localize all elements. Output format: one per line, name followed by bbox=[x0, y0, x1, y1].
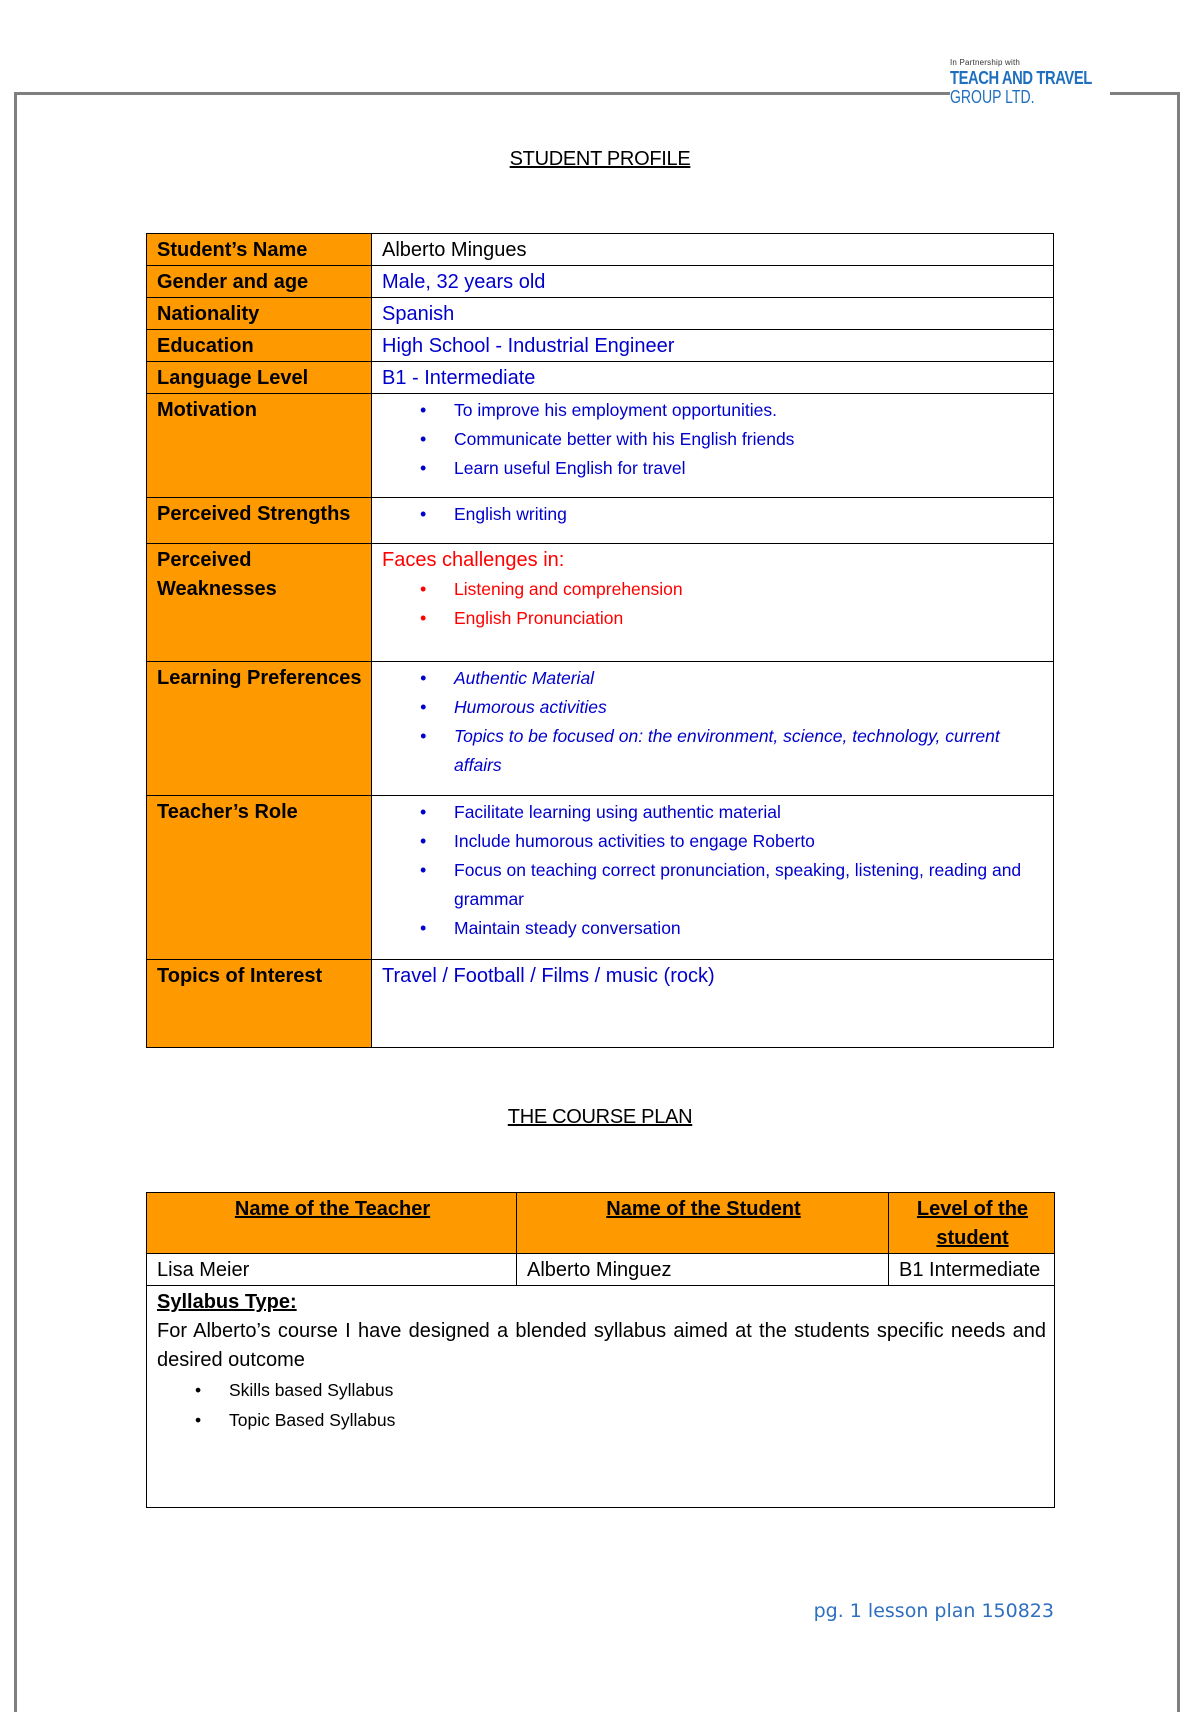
table-row bbox=[147, 1286, 1055, 1508]
preferences-cell bbox=[372, 662, 1054, 796]
weaknesses-cell bbox=[372, 544, 1054, 662]
preferences-label: Learning Preferences bbox=[147, 662, 372, 796]
teacher-role-list bbox=[382, 798, 1045, 943]
table-row bbox=[147, 960, 1054, 1048]
table-row bbox=[147, 394, 1054, 498]
student-profile-heading: STUDENT PROFILE bbox=[509, 148, 691, 170]
name-label: Student’s Name bbox=[147, 234, 372, 266]
weaknesses-intro: Faces challenges in: bbox=[382, 549, 565, 571]
weaknesses-list bbox=[382, 575, 1045, 633]
syllabus-text: For Alberto’s course I have designed a blended syllabus aimed at the students specific needs and desired outcome bbox=[157, 1320, 1046, 1371]
list-item: • Topics to be focused on: the environment, science, technology, current affairs bbox=[454, 722, 1045, 780]
list-item: • Listening and comprehension bbox=[454, 575, 1045, 604]
nationality-value: Spanish bbox=[372, 298, 1054, 330]
list-item: • Maintain steady conversation bbox=[454, 914, 1045, 943]
table-row bbox=[147, 234, 1054, 266]
topics-label: Topics of Interest bbox=[147, 960, 372, 1048]
name-value: Alberto Mingues bbox=[372, 234, 1054, 266]
list-item: • Include humorous activities to engage Roberto bbox=[454, 827, 1045, 856]
list-item: • Topic Based Syllabus bbox=[229, 1405, 1046, 1435]
strengths-list bbox=[382, 500, 1045, 529]
list-item: • Facilitate learning using authentic material bbox=[454, 798, 1045, 827]
nationality-label: Nationality bbox=[147, 298, 372, 330]
teacher-name: Lisa Meier bbox=[147, 1254, 517, 1286]
student-level: B1 Intermediate bbox=[889, 1254, 1055, 1286]
page-footer: pg. 1 lesson plan 150823 bbox=[813, 1600, 1054, 1622]
strengths-cell bbox=[372, 498, 1054, 544]
syllabus-list bbox=[157, 1375, 1046, 1435]
list-item: • Authentic Material bbox=[454, 664, 1045, 693]
table-row bbox=[147, 1193, 1055, 1254]
table-row bbox=[147, 330, 1054, 362]
level-header: Level of the student bbox=[889, 1193, 1055, 1254]
table-row bbox=[147, 498, 1054, 544]
list-item: • Learn useful English for travel bbox=[454, 454, 1045, 483]
list-item: • Skills based Syllabus bbox=[229, 1375, 1046, 1405]
gender-label: Gender and age bbox=[147, 266, 372, 298]
motivation-list bbox=[382, 396, 1045, 483]
logo-partner-text: In Partnership with bbox=[950, 58, 1021, 67]
partner-logo bbox=[950, 58, 1110, 122]
preferences-list bbox=[382, 664, 1045, 780]
course-plan-table bbox=[146, 1192, 1055, 1508]
table-row bbox=[147, 266, 1054, 298]
logo-line-2: GROUP LTD. bbox=[950, 87, 1035, 107]
language-value: B1 - Intermediate bbox=[372, 362, 1054, 394]
list-item: • Humorous activities bbox=[454, 693, 1045, 722]
teacher-role-cell bbox=[372, 796, 1054, 960]
weaknesses-label: Perceived Weaknesses bbox=[147, 544, 372, 662]
topics-value: Travel / Football / Films / music (rock) bbox=[372, 960, 1054, 1048]
motivation-label: Motivation bbox=[147, 394, 372, 498]
education-label: Education bbox=[147, 330, 372, 362]
student-header: Name of the Student bbox=[517, 1193, 889, 1254]
table-row bbox=[147, 796, 1054, 960]
table-row bbox=[147, 298, 1054, 330]
language-label: Language Level bbox=[147, 362, 372, 394]
list-item: • Communicate better with his English friends bbox=[454, 425, 1045, 454]
table-row bbox=[147, 544, 1054, 662]
list-item: • English writing bbox=[454, 500, 1045, 529]
table-row bbox=[147, 662, 1054, 796]
list-item: • English Pronunciation bbox=[454, 604, 1045, 633]
teacher-header: Name of the Teacher bbox=[147, 1193, 517, 1254]
gender-value: Male, 32 years old bbox=[372, 266, 1054, 298]
education-value: High School - Industrial Engineer bbox=[372, 330, 1054, 362]
list-item: • Focus on teaching correct pronunciation, speaking, listening, reading and grammar bbox=[454, 856, 1045, 914]
student-name: Alberto Minguez bbox=[517, 1254, 889, 1286]
student-profile-table bbox=[146, 233, 1054, 1048]
teacher-role-label: Teacher’s Role bbox=[147, 796, 372, 960]
syllabus-cell bbox=[147, 1286, 1055, 1508]
table-row bbox=[147, 1254, 1055, 1286]
table-row bbox=[147, 362, 1054, 394]
strengths-label: Perceived Strengths bbox=[147, 498, 372, 544]
syllabus-title: Syllabus Type: bbox=[157, 1291, 297, 1313]
course-plan-heading: THE COURSE PLAN bbox=[507, 1106, 693, 1128]
motivation-cell bbox=[372, 394, 1054, 498]
list-item: • To improve his employment opportunities. bbox=[454, 396, 1045, 425]
logo-line-1: TEACH AND TRAVEL bbox=[950, 68, 1092, 88]
